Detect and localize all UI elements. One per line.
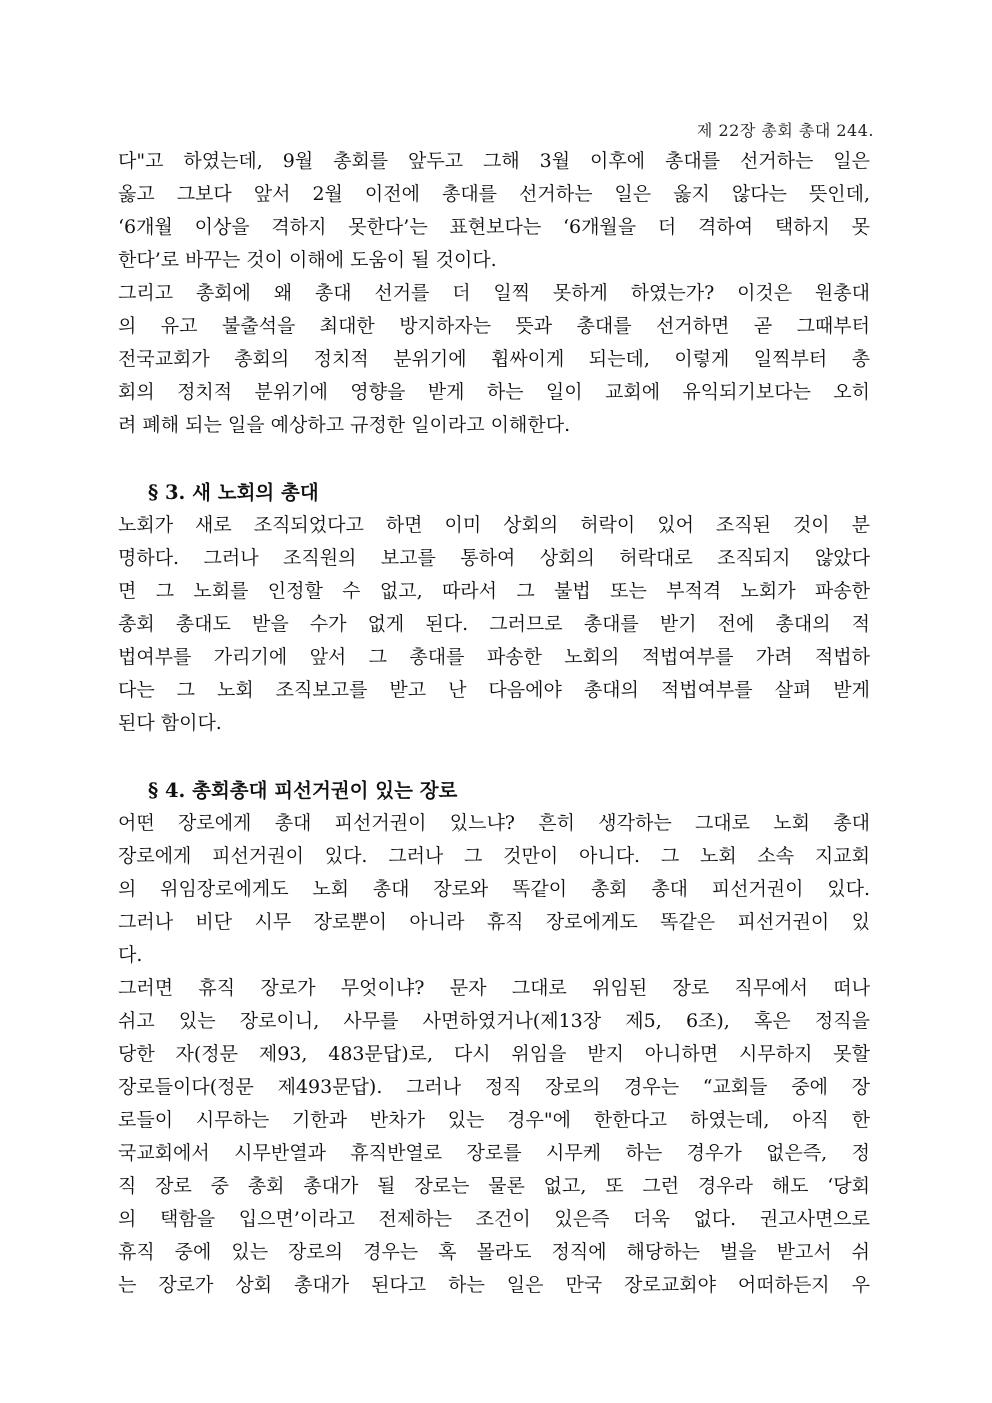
text-line: 로들이 시무하는 기한과 반차가 있는 경우"에 한한다고 하였는데, 아직 한 xyxy=(118,1109,870,1131)
text-line: 그러면 휴직 장로가 무엇이냐? 문자 그대로 위임된 장로 직무에서 떠나 xyxy=(118,977,870,999)
text-line: 의 택함을 입으면’이라고 전제하는 조건이 있은즉 더욱 없다. 권고사면으로 xyxy=(118,1208,870,1230)
text-line: 노회가 새로 조직되었다고 하면 이미 상회의 허락이 있어 조직된 것이 분 xyxy=(118,514,870,536)
section-spacer xyxy=(118,740,870,774)
paragraph-why-not-earlier xyxy=(118,277,870,442)
text-line: 옳고 그보다 앞서 2월 이전에 총대를 선거하는 일은 옳지 않다는 뜻인데, xyxy=(118,183,870,205)
text-line: 국교회에서 시무반열과 휴직반열로 장로를 시무케 하는 경우가 없은즉, 정 xyxy=(118,1142,870,1164)
text-line: ‘6개월 이상을 격하지 못한다’는 표현보다는 ‘6개월을 더 격하여 택하지 못 xyxy=(118,216,870,238)
section-4-paragraph-1 xyxy=(118,807,870,972)
text-line: 쉬고 있는 장로이니, 사무를 사면하였거나(제13장 제5, 6조), 혹은 정직을 xyxy=(118,1010,870,1032)
text-line: 다. xyxy=(118,944,143,966)
text-line: 다"고 하였는데, 9월 총회를 앞두고 그해 3월 이후에 총대를 선거하는 일은 xyxy=(118,150,870,172)
text-line: 당한 자(정문 제93, 483문답)로, 다시 위임을 받지 아니하면 시무하지 못할 xyxy=(118,1043,870,1065)
text-line: 의 유고 불출석을 최대한 방지하자는 뜻과 총대를 선거하면 곧 그때부터 xyxy=(118,315,870,337)
text-line: 명하다. 그러나 조직원의 보고를 통하여 상회의 허락대로 조직되지 않았다 xyxy=(118,547,870,569)
text-line: 직 장로 중 총회 총대가 될 장로는 물론 없고, 또 그런 경우라 해도 ‘당회 xyxy=(118,1175,870,1197)
section-3-paragraph xyxy=(118,509,870,740)
text-line: 그리고 총회에 왜 총대 선거를 더 일찍 못하게 하였는가? 이것은 원총대 xyxy=(118,282,870,304)
text-line: 어떤 장로에게 총대 피선거권이 있느냐? 흔히 생각하는 그대로 노회 총대 xyxy=(118,812,870,834)
text-line: 는 장로가 상회 총대가 된다고 하는 일은 만국 장로교회야 어떠하든지 우 xyxy=(118,1274,870,1296)
text-line: 된다 함이다. xyxy=(118,712,222,734)
text-line: 한다’로 바꾸는 것이 이해에 도움이 될 것이다. xyxy=(118,249,497,271)
text-line: 장로에게 피선거권이 있다. 그러나 그 것만이 아니다. 그 노회 소속 지교회 xyxy=(118,845,870,867)
section-4-paragraph-2 xyxy=(118,972,870,1302)
text-line: 전국교회가 총회의 정치적 분위기에 휩싸이게 되는데, 이렇게 일찍부터 총 xyxy=(118,348,870,370)
text-line: 려 폐해 되는 일을 예상하고 규정한 일이라고 이해한다. xyxy=(118,414,571,436)
text-line: 장로들이다(정문 제493문답). 그러나 정직 장로의 경우는 “교회들 중에 장 xyxy=(118,1076,870,1098)
section-3-heading: § 3. 새 노회의 총대 xyxy=(148,481,319,504)
text-line: 휴직 중에 있는 장로의 경우는 혹 몰라도 정직에 해당하는 벌을 받고서 쉬 xyxy=(118,1241,870,1263)
text-line: 회의 정치적 분위기에 영향을 받게 하는 일이 교회에 유익되기보다는 오히 xyxy=(118,381,870,403)
text-line: 총회 총대도 받을 수가 없게 된다. 그러므로 총대를 받기 전에 총대의 적 xyxy=(118,613,870,635)
section-4-heading: § 4. 총회총대 피선거권이 있는 장로 xyxy=(148,779,458,802)
text-line: 면 그 노회를 인정할 수 없고, 따라서 그 불법 또는 부적격 노회가 파송한 xyxy=(118,580,870,602)
paragraph-continued xyxy=(118,145,870,277)
page-body xyxy=(118,145,870,1302)
text-line: 다는 그 노회 조직보고를 받고 난 다음에야 총대의 적법여부를 살펴 받게 xyxy=(118,679,870,701)
running-header: 제 22장 총회 총대 244. xyxy=(696,121,874,140)
text-line: 그러나 비단 시무 장로뿐이 아니라 휴직 장로에게도 똑같은 피선거권이 있 xyxy=(118,911,870,933)
text-line: 법여부를 가리기에 앞서 그 총대를 파송한 노회의 적법여부를 가려 적법하 xyxy=(118,646,870,668)
section-spacer xyxy=(118,442,870,476)
text-line: 의 위임장로에게도 노회 총대 장로와 똑같이 총회 총대 피선거권이 있다. xyxy=(118,878,870,900)
